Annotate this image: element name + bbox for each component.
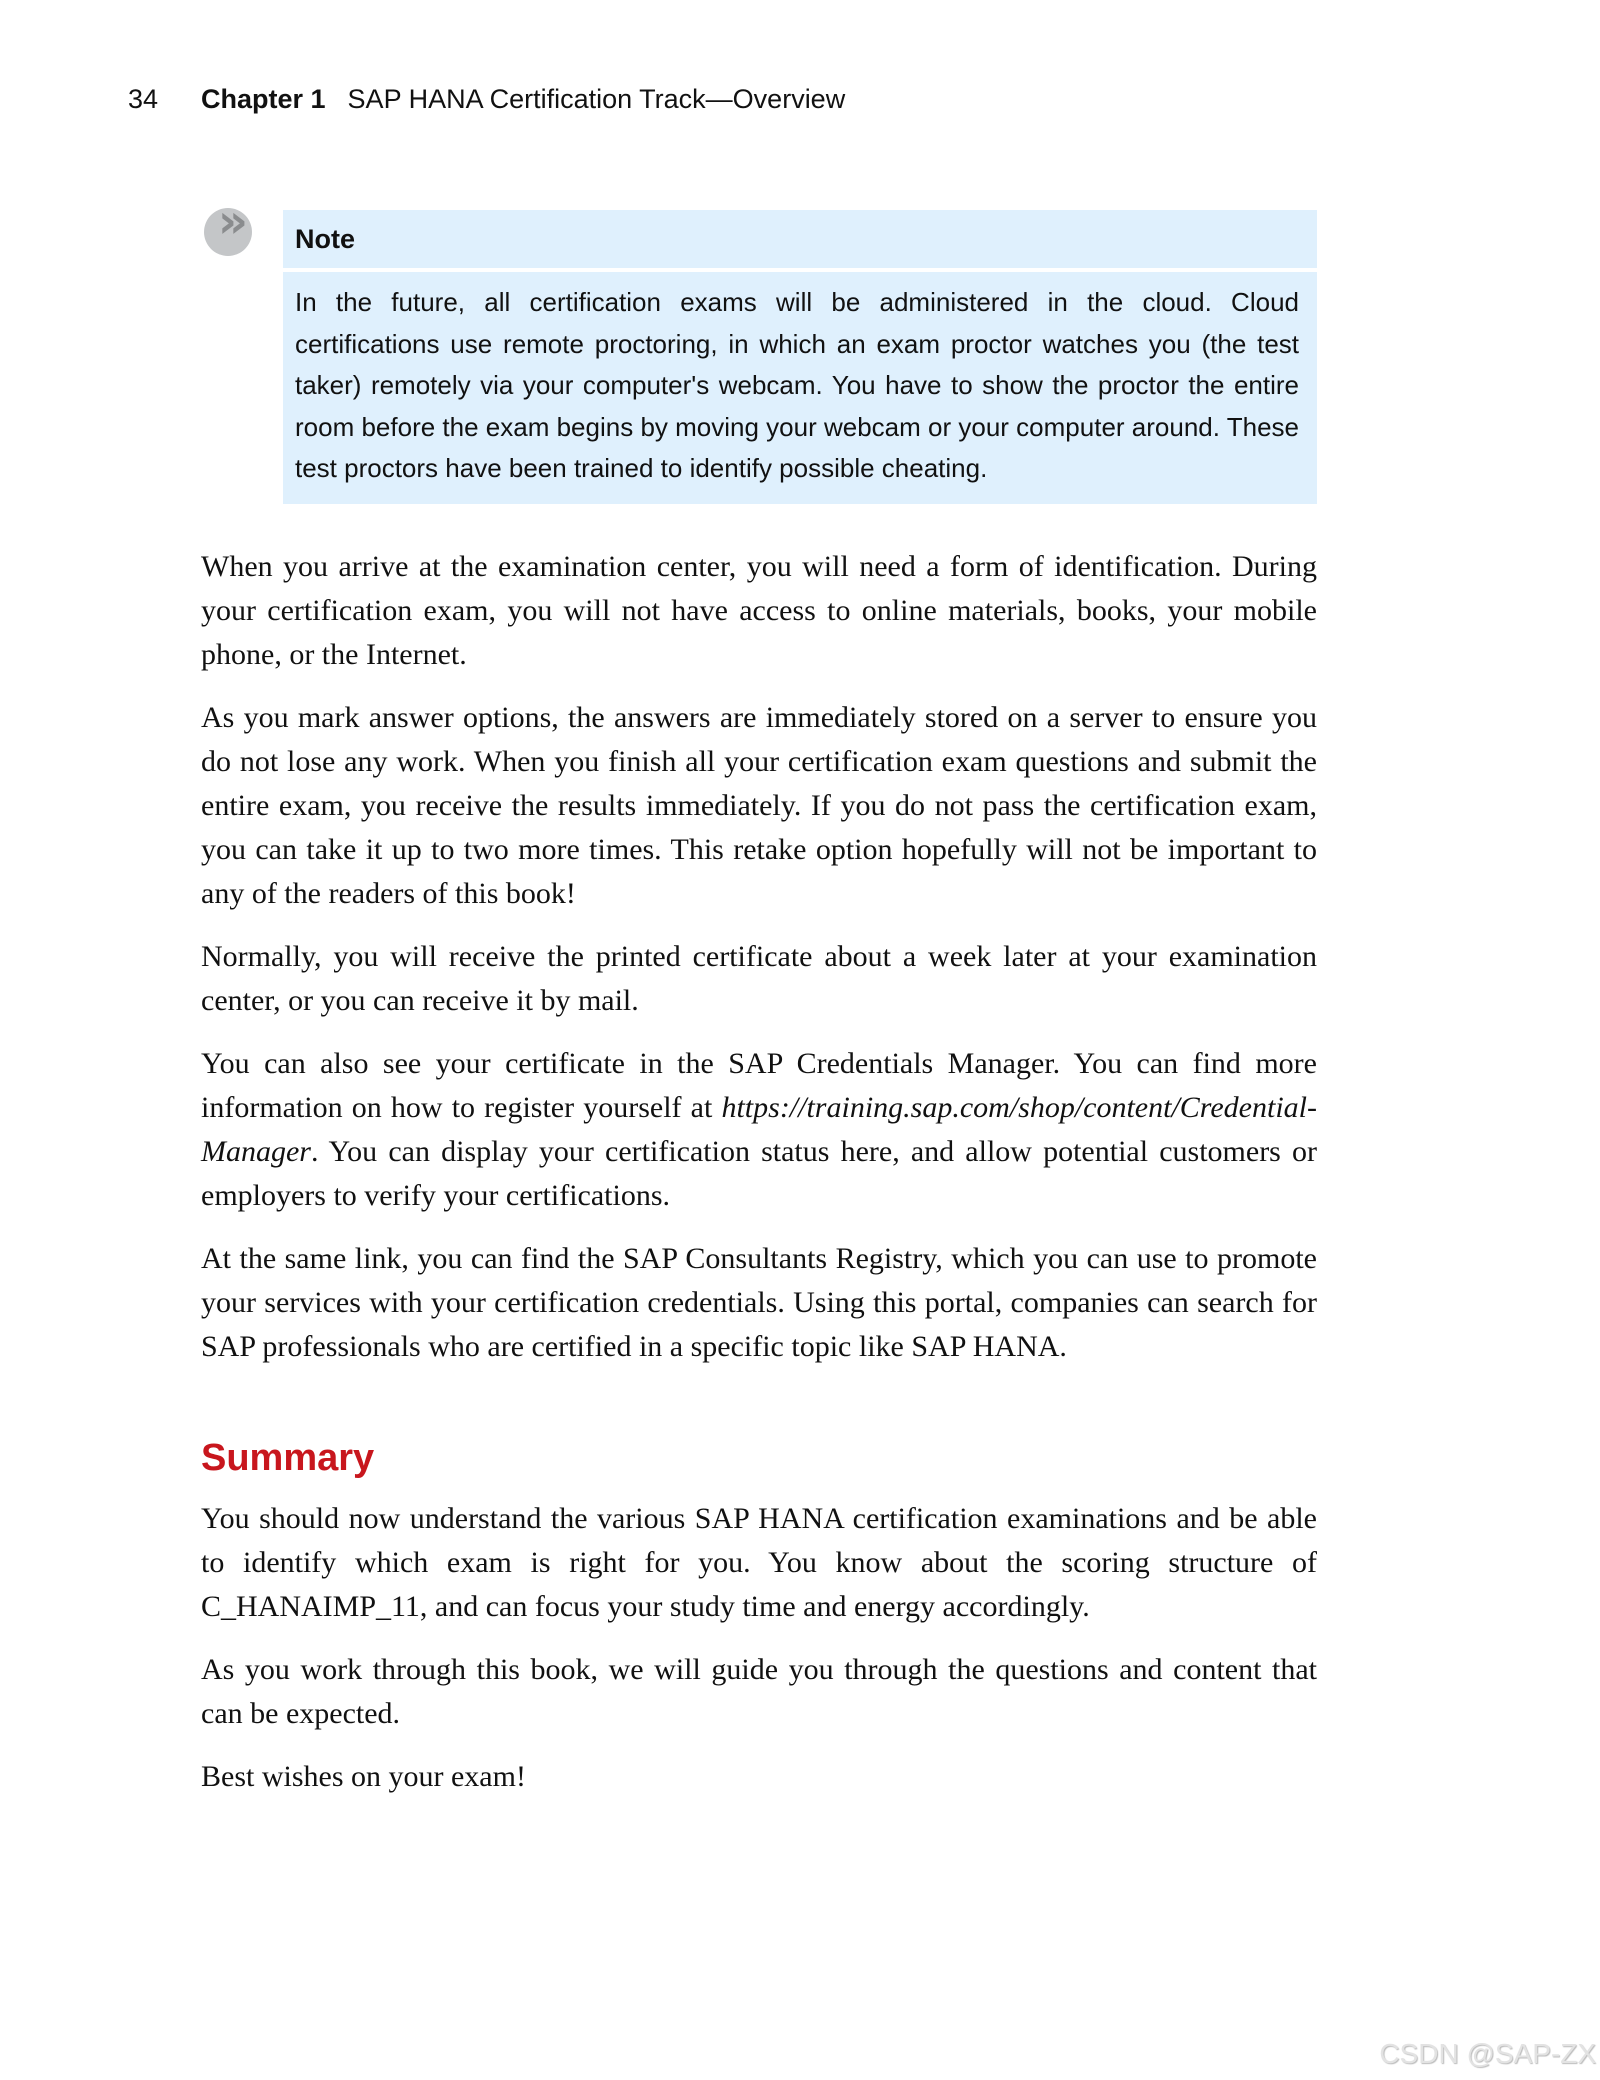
paragraph: Best wishes on your exam! — [201, 1760, 526, 1793]
paragraph: When you arrive at the examination center, you will need a form of identification. During your certification exam, you will not have access to online materials, books, your mobile phone, or the Internet. — [201, 550, 1317, 671]
double-chevron-icon: ›› — [204, 208, 252, 256]
paragraph: As you work through this book, we will guide you through the questions and content that can be expected. — [201, 1653, 1317, 1730]
note-box — [283, 210, 1317, 504]
paragraph: As you mark answer options, the answers are immediately stored on a server to ensure you do not lose any work. When you finish all your certification exam questions and submit the entire exam, you receive the results immediately. If you do not pass the certification exam, you can take it up to two more times. This retake option hopefully will not be important to any of the readers of this book! — [201, 701, 1317, 910]
paragraph: You can also see your certificate in the SAP Credentials Manager. You can find more information on how to register yourself at https://training.sap.com/shop/content/Credential-Manager. You can display your certification status here, and allow potential customers or employers to verify your certifications. — [201, 1047, 1317, 1212]
chapter-label: Chapter 1 — [201, 84, 326, 114]
summary-heading: Summary — [201, 1437, 375, 1479]
note-title: Note — [283, 210, 1317, 268]
paragraph: You should now understand the various SAP HANA certification examinations and be able to identify which exam is right for you. You know about the scoring structure of C_HANAIMP_11, and can focus your study time and energy accordingly. — [201, 1502, 1317, 1623]
paragraph: At the same link, you can find the SAP Consultants Registry, which you can use to promote your services with your certification credentials. Using this portal, companies can search for SAP professionals who are certified in a specific topic like SAP HANA. — [201, 1242, 1317, 1363]
running-header — [128, 84, 845, 115]
chapter-title: SAP HANA Certification Track—Overview — [347, 84, 846, 114]
note-body: In the future, all certification exams will be administered in the cloud. Cloud certifications use remote proctoring, in which an exam proctor watches you (the test taker) remotely via your computer's webcam. You have to show the proctor the entire room before the exam begins by moving your webcam or your computer around. These test proctors have been trained to identify possible cheating. — [283, 272, 1317, 504]
credential-manager-link[interactable]: https://training.sap.com/shop/content/Credential-Manager — [201, 1091, 1317, 1168]
body-content — [201, 545, 1317, 1818]
paragraph: Normally, you will receive the printed certificate about a week later at your examination center, or you can receive it by mail. — [201, 940, 1317, 1017]
page-number: 34 — [128, 84, 159, 114]
watermark: CSDN @SAP-ZX — [1379, 2038, 1596, 2069]
